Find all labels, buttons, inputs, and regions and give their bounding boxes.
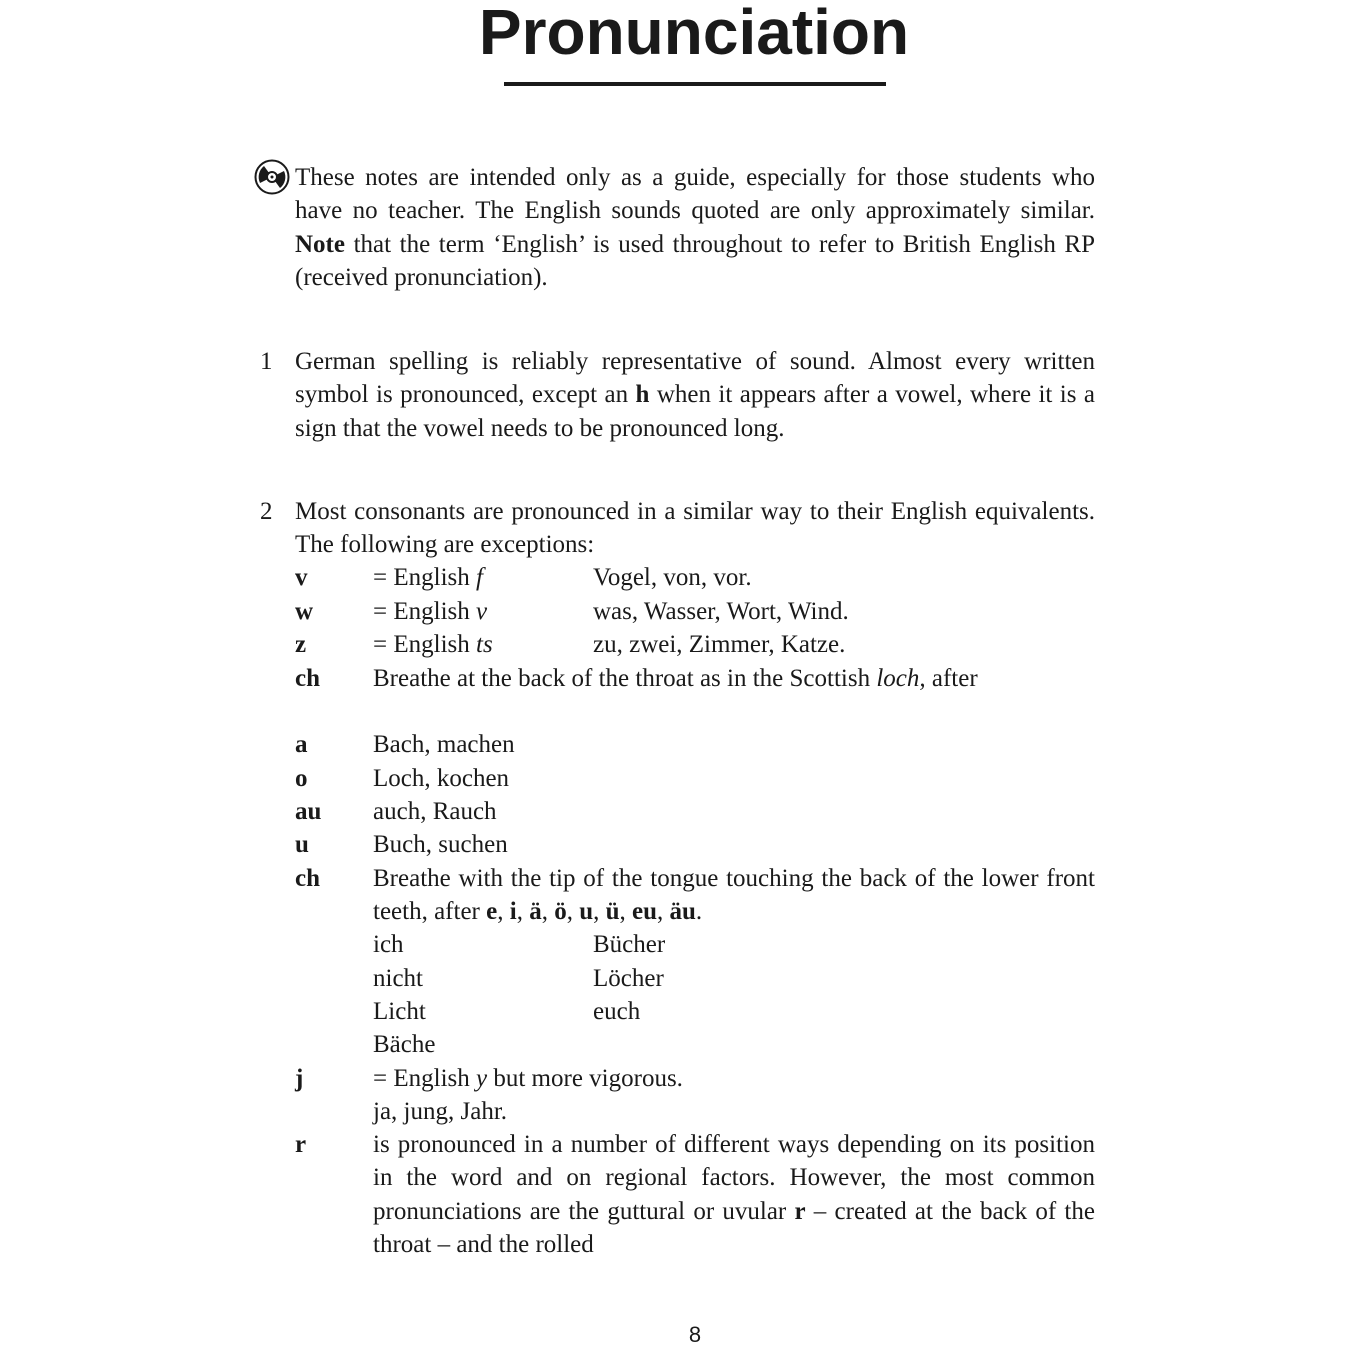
item-number-1: 1 [260,348,273,375]
r-description: is pronounced in a number of different ways depending on its position in the word and on regional factors. However, the most common pronunciations are the guttural or uvular r – created at the back of the throat – and the rolled [373,1131,1095,1258]
consonant-label-r: r [295,1131,307,1158]
title-underline [504,82,886,86]
page-title: Pronunciation [478,0,910,68]
ch-example-row: Bäche [373,1031,436,1058]
j-examples: ja, jung, Jahr. [373,1098,508,1125]
ch-front-description: Breathe with the tip of the tongue touching the back of the lower front teeth, after e, i, ä, ö, u, ü, eu, äu. [373,865,1095,926]
ch-example-row: Licht euch [373,998,641,1025]
vowel-row-u: u Buch, suchen [295,831,508,858]
consonant-row-z: z = English ts zu, zwei, Zimmer, Katze. [295,631,846,658]
item-1-paragraph: German spelling is reliably representative of sound. Almost every written symbol is pronounced, except an h when it appears after a vowel, where it is a sign that the vowel needs to be pronounced long. [295,348,1095,442]
vowel-row-o: o Loch, kochen [295,765,510,792]
page-number: 8 [688,1322,702,1347]
ch-back-description: Breathe at the back of the throat as in the Scottish loch, after [373,665,978,692]
consonant-label-ch-1: ch [295,665,320,692]
consonant-label-ch-2: ch [295,865,320,892]
consonant-row-v: v = English f Vogel, von, vor. [295,564,752,591]
item-2-paragraph: Most consonants are pronounced in a similar way to their English equivalents. The following are exceptions: [295,498,1095,559]
ch-example-row: nicht Löcher [373,965,664,992]
cd-icon [254,159,290,195]
item-number-2: 2 [260,498,273,525]
vowel-row-a: a Bach, machen [295,731,515,758]
consonant-row-j: j = English y but more vigorous. [295,1065,683,1092]
consonant-row-w: w = English v was, Wasser, Wort, Wind. [295,598,849,625]
ch-example-row: ich Bücher [373,931,666,958]
intro-paragraph: These notes are intended only as a guide, especially for those students who have no teacher. The English sounds quoted are only approximately similar. Note that the term ‘English’ is used throughout to refer to British English RP (received pronunciation). [295,164,1095,291]
vowel-row-au: au auch, Rauch [295,798,497,825]
